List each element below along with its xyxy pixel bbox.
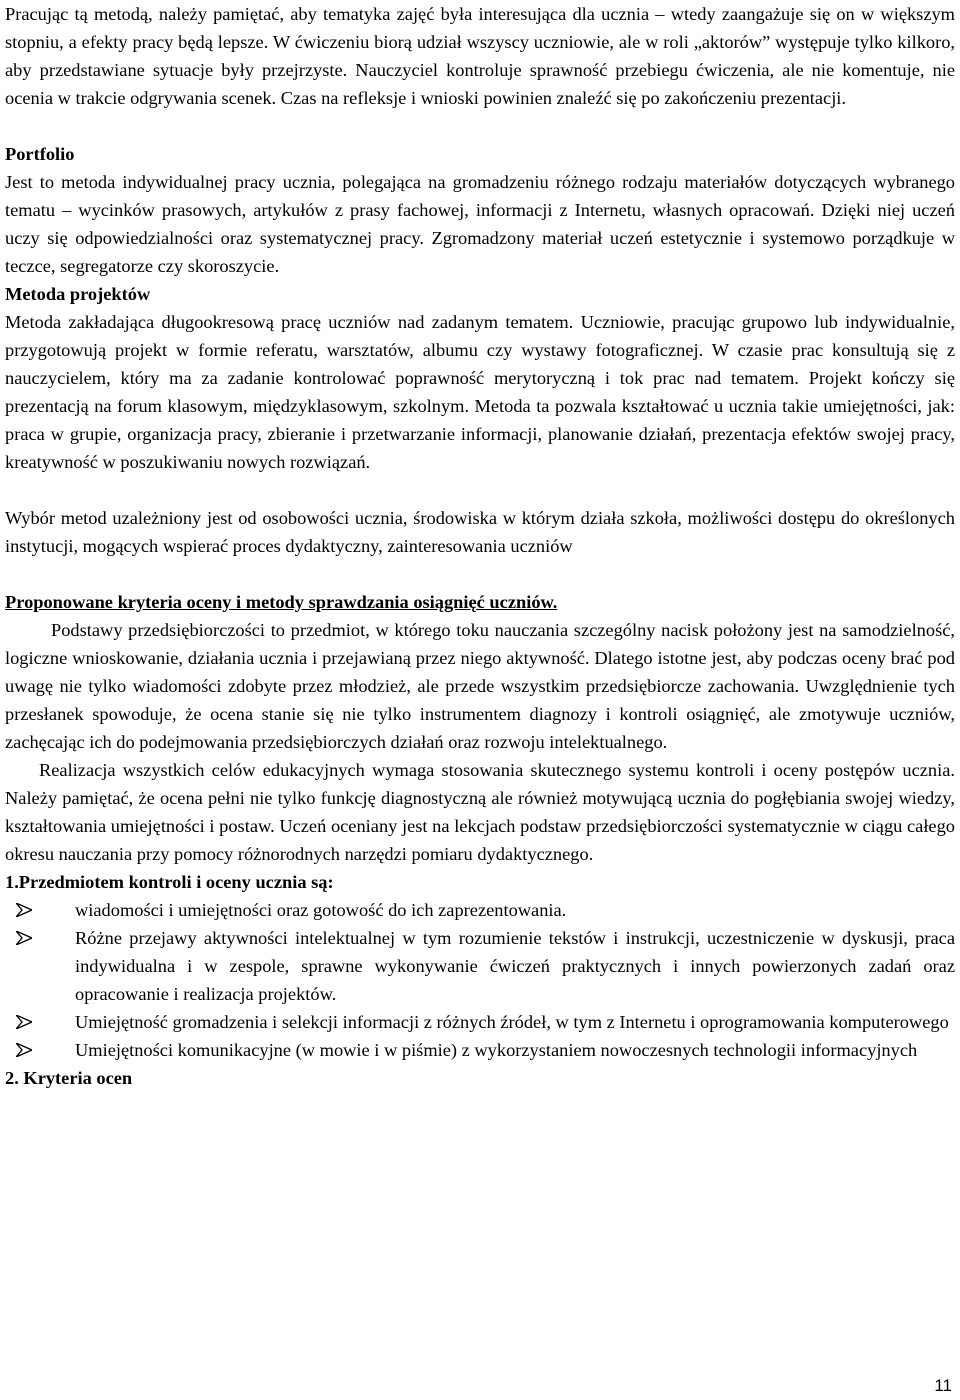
document-page bbox=[5, 0, 955, 1092]
list-item-text: Umiejętności komunikacyjne (w mowie i w piśmie) z wykorzystaniem nowoczesnych technologii informacyjnych bbox=[75, 1040, 918, 1060]
grading-heading: 2. Kryteria ocen bbox=[5, 1068, 133, 1088]
choice-paragraph: Wybór metod uzależniony jest od osobowości ucznia, środowiska w którym działa szkoła, możliwości dostępu do określonych instytucji, mogących wspierać proces dydaktyczny, zainteresowania uczniów bbox=[5, 508, 955, 556]
arrow-bullet-icon bbox=[16, 903, 32, 917]
criteria-heading: Proponowane kryteria oceny i metody sprawdzania osiągnięć uczniów. bbox=[5, 592, 558, 612]
intro-paragraph: Pracując tą metodą, należy pamiętać, aby tematyka zajęć była interesująca dla ucznia – wtedy zaangażuje się on w większym stopniu, a efekty pracy będą lepsze. W ćwiczeniu biorą udział wszyscy uczniowie, ale w roli „aktorów” występuje tylko kilkoro, aby przedstawiane sytuacje były przejrzyste. Nauczyciel kontroluje sprawność przebiegu ćwiczenia, ale nie komentuje, nie ocenia w trakcie odgrywania scenek. Czas na refleksje i wnioski powinien znaleźć się po zakończeniu prezentacji. bbox=[5, 4, 955, 108]
list-item bbox=[5, 896, 955, 924]
list-item-text: wiadomości i umiejętności oraz gotowość do ich zaprezentowania. bbox=[75, 900, 567, 920]
arrow-bullet-icon bbox=[16, 1015, 32, 1029]
spacer bbox=[5, 112, 955, 140]
portfolio-heading: Portfolio bbox=[5, 144, 75, 164]
subject-of-control-list bbox=[5, 896, 955, 1064]
projects-heading: Metoda projektów bbox=[5, 284, 151, 304]
list-item bbox=[5, 1008, 955, 1036]
spacer bbox=[5, 560, 955, 588]
spacer bbox=[5, 476, 955, 504]
criteria-paragraph-1: Podstawy przedsiębiorczości to przedmiot, w którego toku nauczania szczególny nacisk położony jest na samodzielność, logiczne wnioskowanie, działania ucznia i przejawianą przez niego aktywność. Dlatego istotne jest, aby podczas oceny brać pod uwagę nie tylko wiadomości zdobyte przez młodzież, ale przede wszystkim przedsiębiorcze zachowania. Uwzględnienie tych przesłanek spowoduje, że ocena stanie się nie tylko instrumentem diagnozy i kontroli osiągnięć, ale zmotywuje uczniów, zachęcając ich do podejmowania przedsiębiorczych działań oraz rozwoju intelektualnego. bbox=[5, 620, 955, 752]
list-item bbox=[5, 924, 955, 1008]
page-number: 11 bbox=[934, 1376, 952, 1395]
list-item-text: Różne przejawy aktywności intelektualnej w tym rozumienie tekstów i instrukcji, uczestniczenie w dyskusji, praca indywidualna i w zespole, sprawne wykonywanie ćwiczeń praktycznych i innych powierzonych zadań oraz opracowanie i realizacja projektów. bbox=[75, 928, 955, 1004]
list-item bbox=[5, 1036, 955, 1064]
list-item-text: Umiejętność gromadzenia i selekcji informacji z różnych źródeł, w tym z Internetu i oprogramowania komputerowego bbox=[75, 1012, 949, 1032]
projects-paragraph: Metoda zakładająca długookresową pracę uczniów nad zadanym tematem. Uczniowie, pracując grupowo lub indywidualnie, przygotowują projekt w formie referatu, warsztatów, albumu czy wystawy fotograficznej. W czasie prac konsultują się z nauczycielem, który ma za zadanie kontrolować poprawność merytoryczną i tok prac nad tematem. Projekt kończy się prezentacją na forum klasowym, międzyklasowym, szkolnym. Metoda ta pozwala kształtować u ucznia takie umiejętności, jak: praca w grupie, organizacja pracy, zbieranie i przetwarzanie informacji, planowanie działań, prezentacja efektów swojej pracy, kreatywność w poszukiwaniu nowych rozwiązań. bbox=[5, 312, 955, 472]
portfolio-paragraph: Jest to metoda indywidualnej pracy ucznia, polegająca na gromadzeniu różnego rodzaju materiałów dotyczących wybranego tematu – wycinków prasowych, artykułów z prasy fachowej, informacji z Internetu, własnych opracowań. Dzięki niej uczeń uczy się odpowiedzialności oraz systematycznej pracy. Zgromadzony materiał uczeń estetycznie i systemowo porządkuje w teczce, segregatorze czy skoroszycie. bbox=[5, 172, 955, 276]
arrow-bullet-icon bbox=[16, 1043, 32, 1057]
criteria-paragraph-2: Realizacja wszystkich celów edukacyjnych wymaga stosowania skutecznego systemu kontroli i oceny postępów ucznia. Należy pamiętać, że ocena pełni nie tylko funkcję diagnostyczną ale również motywującą ucznia do pogłębiania swojej wiedzy, kształtowania umiejętności i postaw. Uczeń oceniany jest na lekcjach podstaw przedsiębiorczości systematycznie w ciągu całego okresu nauczania przy pomocy różnorodnych narzędzi pomiaru dydaktycznego. bbox=[5, 760, 955, 864]
arrow-bullet-icon bbox=[16, 931, 32, 945]
subject-of-control-heading: 1.Przedmiotem kontroli i oceny ucznia są: bbox=[5, 872, 334, 892]
